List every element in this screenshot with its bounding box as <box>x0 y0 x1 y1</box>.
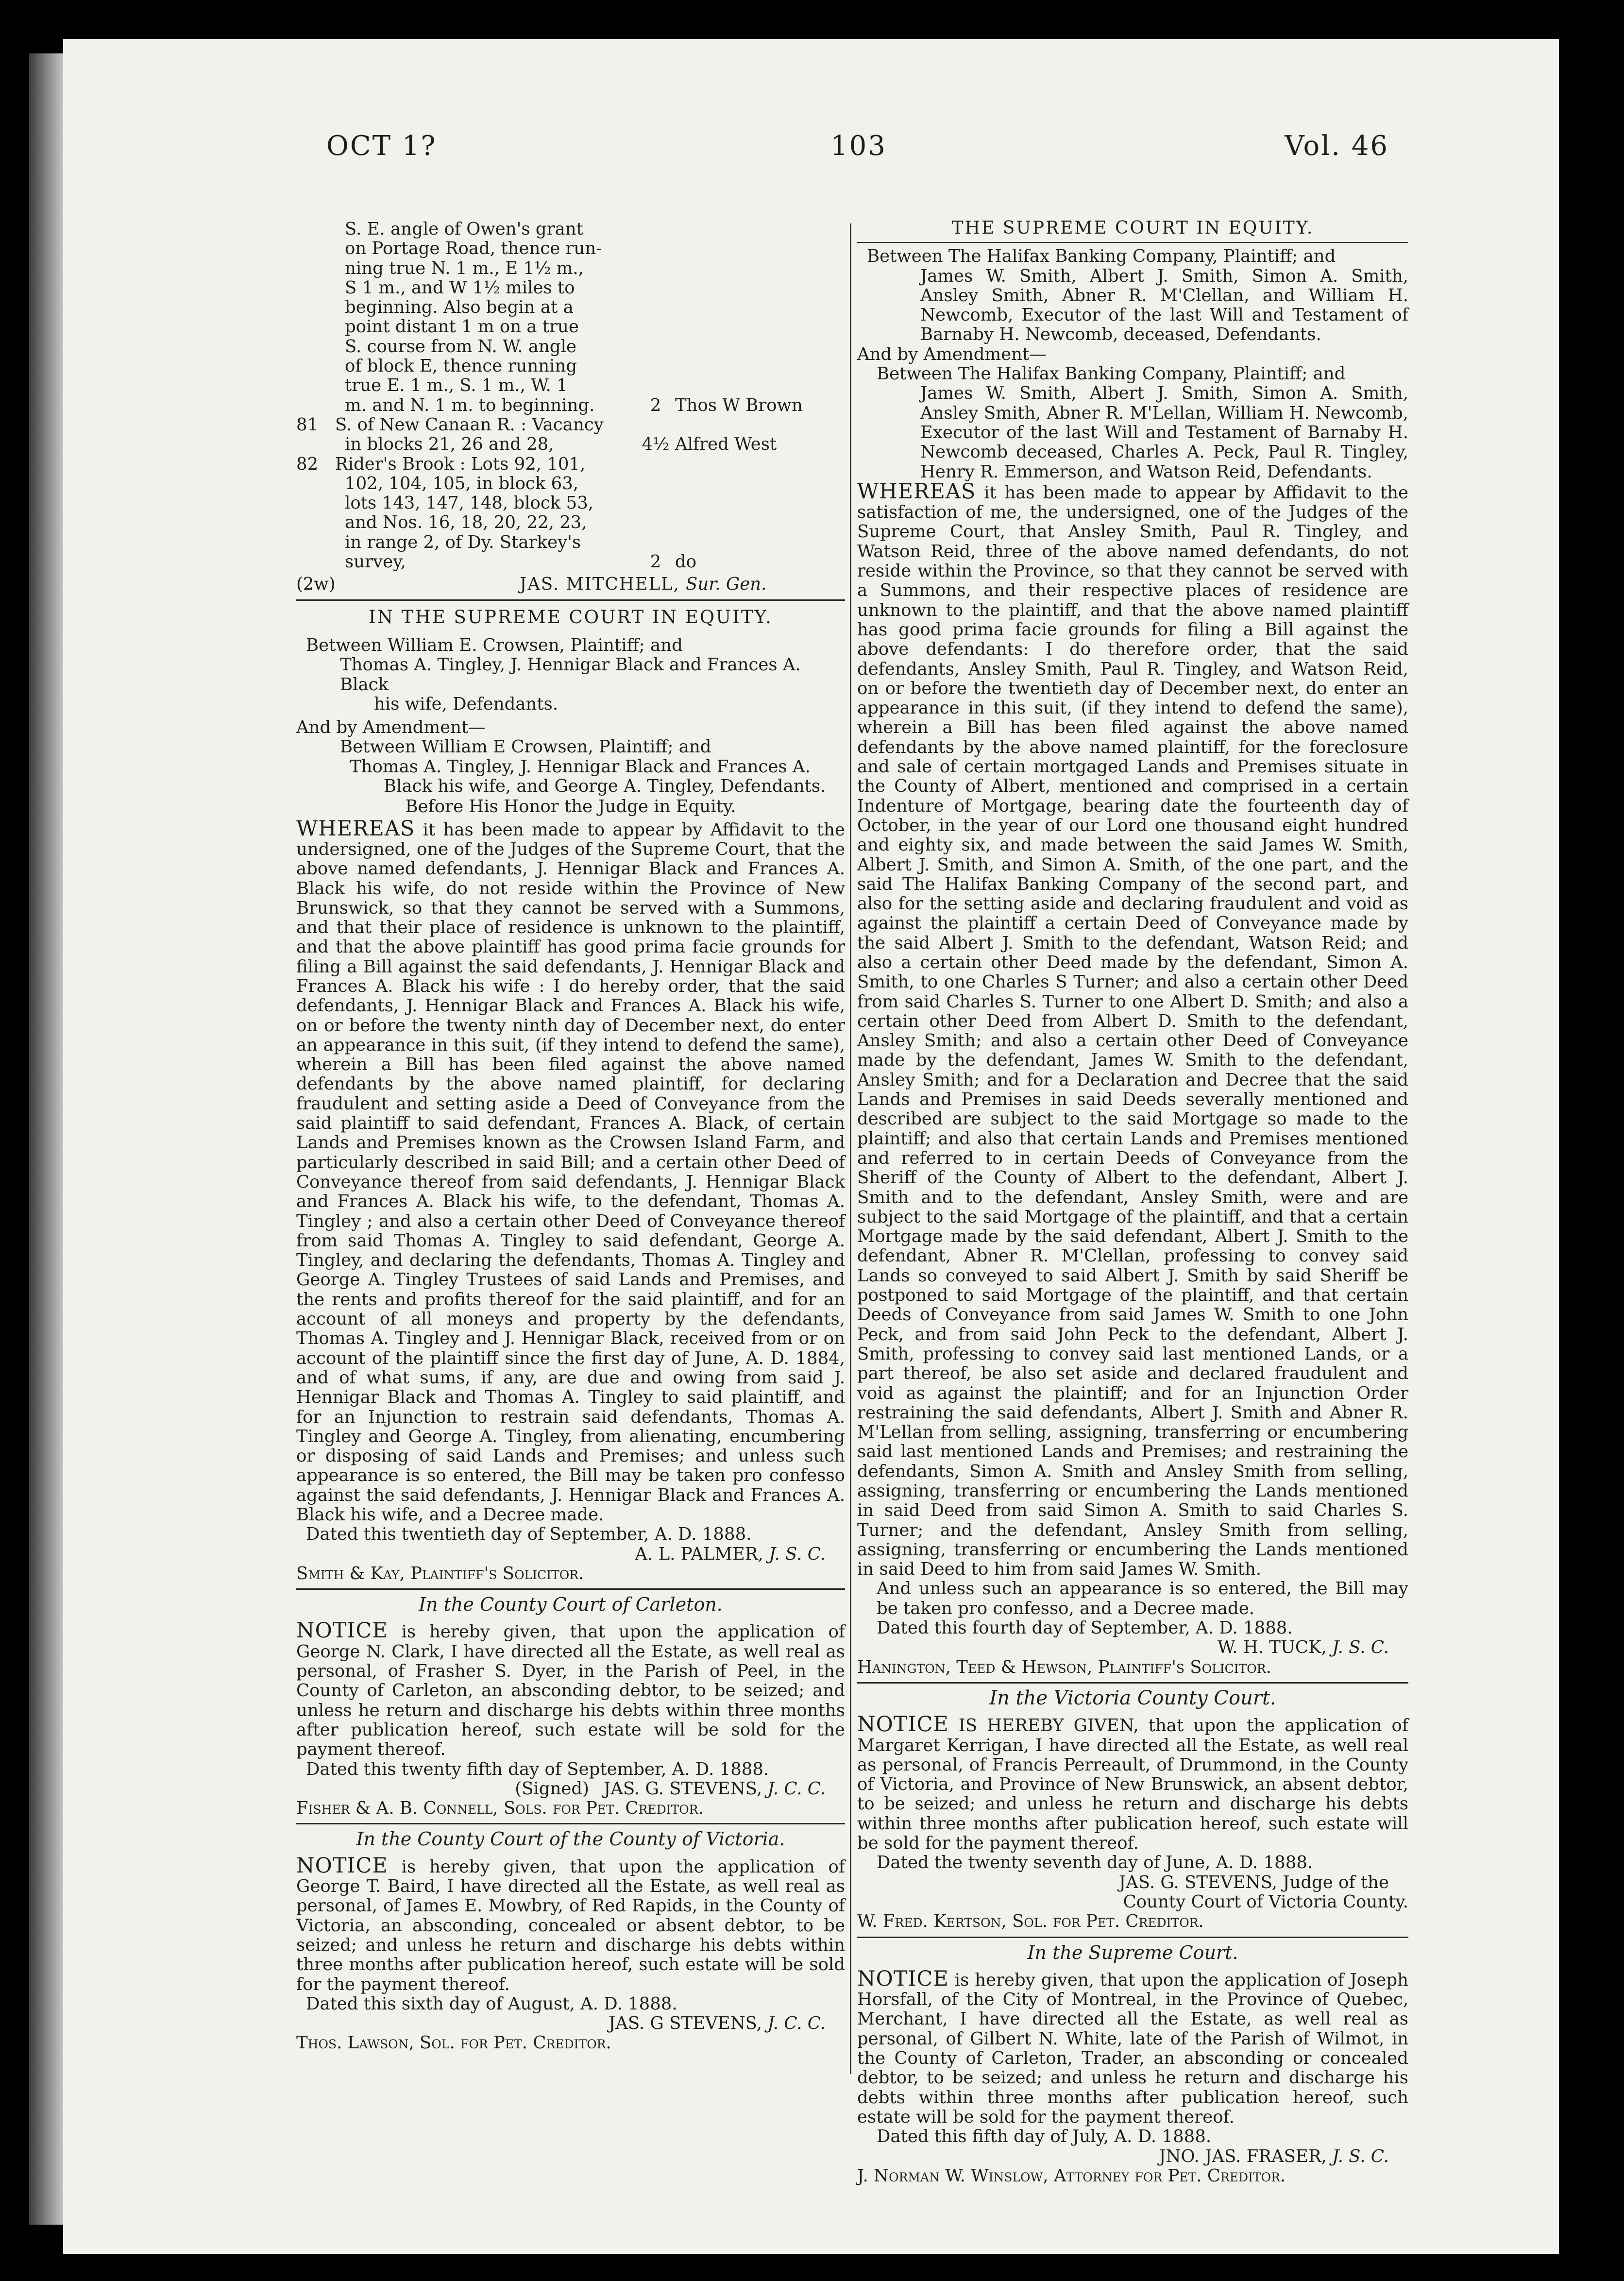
solicitor-line: W. Fred. Kertson, Sol. for Pet. Creditor. <box>857 1911 1204 1932</box>
lead-word: NOTICE <box>296 1618 388 1643</box>
notice-victoria-right <box>857 1688 1408 1932</box>
closing-line: And unless such an appearance is so entered, the Bill may be taken pro confesso, and a Decree made. <box>877 1579 1408 1618</box>
notice-body <box>857 479 1408 1580</box>
notice-body <box>857 1966 1408 2127</box>
solicitor-line: Thos. Lawson, Sol. for Pet. Creditor. <box>296 2033 611 2053</box>
parties-line: Thomas A. Tingley, J. Hennigar Black and Frances A. <box>350 756 811 777</box>
parties-line: Between The Halifax Banking Company, Plaintiff; and <box>877 364 1346 384</box>
notice-carleton <box>296 1595 845 1818</box>
judge-name: A. L. PALMER, <box>635 1544 763 1564</box>
notice-body <box>296 1618 845 1760</box>
right-column <box>857 219 1408 2186</box>
land-grant-table <box>296 220 845 595</box>
lead-word: WHEREAS <box>857 479 976 504</box>
volume-label: Vol. 46 <box>1285 130 1389 162</box>
body-text: it has been made to appear by Affidavit to the satisfaction of me, the undersigned, one of the Judges of the Supreme Court, that Ansley Smith, Paul R. Tingley, and Watson Reid, three of the above named defendants, do not reside within the Province, so that they cannot be served with a Summons, and their respective places of residence are unknown to the plaintiff, and that the above named plaintiff has good prima facie grounds for filing a Bill against the above defendants: I do therefore order, that the said defendants, Ansley Smith, Paul R. Tingley, and Watson Reid, on or before the twentieth day of December next, do enter an appearance in this suit, (if they intend to defend the same), wherein a Bill has been filed against the above named defendants by the above named plaintiff, for the foreclosure and sale of certain mortgaged Lands and Premises situate in the County of Albert, mentioned and comprised in a certain Indenture of Mortgage, bearing date the fourteenth day of October, in the year of our Lord one thousand eight hundred and eighty six, and made between the said James W. Smith, Albert J. Smith, and Simon A. Smith, of the one part, and the said The Halifax Banking Company of the second part, and also for the setting aside and declaring fraudulent and void as against the plaintiff a certain Deed of Conveyance made by the said Albert J. Smith to the defendant, Watson Reid; and also a certain other Deed made by the defendant, Simon A. Smith, to one Charles S Turner; and also a certain other Deed from said Charles S. Turner to one Albert D. Smith; and also a certain other Deed from Albert D. Smith to the defendant, Ansley Smith; and also a certain other Deed of Conveyance made by the defendant, James W. Smith to the defendant, Ansley Smith; and for a Declaration and Decree that the said Lands and Premises in said Deeds severally mentioned and described are subject to the said Mortgage so made to the plaintiff; and also that certain Lands and Premises mentioned and referred to in certain Deeds of Conveyance from the Sheriff of the County of Albert to the defendant, Albert J. Smith and to the defendant, Ansley Smith, were and are subject to the said Mortgage of the plaintiff, and that a certain Mortgage made by the said defendant, Albert J. Smith to the defendant, Abner R. M'Clellan, professing to convey said Lands so conveyed to said Albert J. Smith by said Sheriff be postponed to said Mortgage of the plaintiff, and that certain Deeds of Conveyance from said James W. Smith to one John Peck, and from said John Peck to the defendant, Albert J. Smith, professing to convey said last mentioned Lands, or a part thereof, be also set aside and declared fraudulent and void as against the plaintiff; and for an Injunction Order restraining the said defendants, Albert J. Smith and Abner R. M'Lellan from selling, assigning, transferring or encumbering said last mentioned Lands and Premises; and restraining the defendants, Simon A. Smith and Ansley Smith from selling, assigning, transferring or encumbering the Lands mentioned in said Deed from said Simon A. Smith to said Charles S. Turner; and the defendant, Ansley Smith from selling, assigning, transferring or encumbering the Lands mentioned in said Deed to him from said James W. Smith. <box>857 482 1408 1580</box>
land-line: m. and N. 1 m. to beginning. <box>345 395 595 415</box>
land-row <box>296 552 845 572</box>
land-line: 102, 104, 105, in block 63, <box>345 473 579 494</box>
parties-line: Between The Halifax Banking Company, Plaintiff; and <box>867 246 1336 267</box>
section-rule <box>296 1823 845 1824</box>
judge-signature <box>857 1638 1408 1657</box>
land-line: lots 143, 147, 148, block 53, <box>345 493 594 513</box>
signatory-name: JAS. MITCHELL, <box>520 574 680 595</box>
land-row <box>296 415 845 435</box>
judge-title: J. S. C. <box>1332 1637 1389 1658</box>
solicitor-line: Hanington, Teed & Hewson, Plaintiff's Solicitor. <box>857 1657 1271 1677</box>
section-rule <box>296 1588 845 1590</box>
judge-signature <box>857 2147 1408 2166</box>
body-text: is hereby given, that upon the application of George N. Clark, I have directed all the Estate, as well real as personal, of Frasher S. Dyer, in the Parish of Peel, in the County of Carleton, an absconding debtor, to be seized; and unless he return and discharge his debts within three months after publication hereof, such estate will be sold for the payment thereof. <box>296 1622 845 1760</box>
solicitor-line: Smith & Kay, Plaintiff's Solicitor. <box>296 1563 584 1583</box>
dated-line: Dated this twenty fifth day of September, A. D. 1888. <box>306 1759 769 1779</box>
land-line: in blocks 21, 26 and 28, <box>345 434 554 455</box>
notice-title: In the Supreme Court. <box>1027 1941 1238 1963</box>
notice-title: In the County Court of the County of Victoria. <box>356 1828 785 1850</box>
body-text: is hereby given, that upon the application of Joseph Horsfall, of the City of Montreal, in the Province of Quebec, Merchant, I have directed all the Estate, as well real as personal, of Gilbert N. White, late of the Parish of Wilmot, in the County of Carleton, Trader, an absconding or concealed debtor, to be seized; and unless he return and discharge his debts within three months after publication hereof, such estate will be sold for the payment thereof. <box>857 1970 1408 2127</box>
land-line: in range 2, of Dy. Starkey's <box>345 532 581 552</box>
solicitor-line: J. Norman W. Winslow, Attorney for Pet. Creditor. <box>857 2165 1286 2186</box>
parties-line: James W. Smith, Albert J. Smith, Simon A. Smith, Ansley Smith, Abner R. M'Lellan, William H. Newcomb, Executor of the last Will and Testament of Barnaby H. Newcomb deceased, Charles A. Peck, Paul R. Tingley, Henry R. Emmerson, and Watson Reid, Defendants. <box>920 383 1408 482</box>
judge-signature <box>296 1545 845 1564</box>
land-quantity: 2 <box>650 552 661 572</box>
land-line: survey, <box>345 552 406 572</box>
parties-line: Between William E. Crowsen, Plaintiff; and <box>306 635 683 655</box>
notice-body <box>296 1853 845 1994</box>
parties-line: his wife, Defendants. <box>374 694 558 714</box>
notice-supreme-right <box>857 1943 1408 2186</box>
dated-line: Dated this sixth day of August, A. D. 1888. <box>306 1993 677 2014</box>
land-row <box>296 455 845 474</box>
judge-name: JAS. G. STEVENS, <box>603 1778 762 1799</box>
parties-line: Black his wife, and George A. Tingley, Defendants. <box>384 776 826 797</box>
notice-victoria-left <box>296 1829 845 2053</box>
header-date: OCT 1? <box>326 130 437 162</box>
land-line: S. E. angle of Owen's grant <box>345 219 583 239</box>
judge-title: J. S. C. <box>1332 2146 1389 2166</box>
land-row <box>296 396 845 415</box>
land-line: S. course from N. W. angle <box>345 336 576 357</box>
notice-body <box>857 1712 1408 1854</box>
judge-name: W. H. TUCK, <box>1217 1637 1327 1658</box>
dated-line: Dated this fifth day of July, A. D. 1888. <box>877 2127 1212 2147</box>
land-line: on Portage Road, thence run- <box>345 238 602 259</box>
court-before-line: Before His Honor the Judge in Equity. <box>405 797 736 817</box>
page-number: 103 <box>830 130 887 162</box>
land-line: beginning. Also begin at a <box>345 297 574 318</box>
lead-word: NOTICE <box>296 1853 388 1878</box>
land-cont-desc <box>296 220 845 396</box>
land-signature <box>296 575 845 594</box>
land-quantity: 4½ <box>642 434 670 455</box>
body-text: it has been made to appear by Affidavit to the undersigned, one of the Judges of the Supreme Court, that the above named defendants, J. Hennigar Black and Frances A. Black his wife, do not reside within the Province of New Brunswick, so that they cannot be served with a Summons, and that their place of residence is unknown to the plaintiff, and that the above plaintiff has good prima facie grounds for filing a Bill against the said defendants, J. Hennigar Black and Frances A. Black his wife : I do hereby order, that the said defendants, J. Hennigar Black and Frances A. Black his wife, on or before the twenty ninth day of December next, do enter an appearance in this suit, (if they intend to defend the same), wherein a Bill has been filed against the above named defendants by the above named plaintiff, for declaring fraudulent and setting aside a Deed of Conveyance from the said plaintiff to said defendant, Frances A. Black, of certain Lands and Premises known as the Crowsen Island Farm, and particularly described in said Bill; and a certain other Deed of Conveyance thereof from said defendants, J. Hennigar Black and Frances A. Black his wife, to the defendant, Thomas A. Tingley ; and also a certain other Deed of Conveyance thereof from said Thomas A. Tingley to said defendant, George A. Tingley, and declaring the defendants, Thomas A. Tingley and George A. Tingley Trustees of said Lands and Premises, and the rents and profits thereof for the said plaintiff, and for an account of all moneys and property by the defendants, Thomas A. Tingley and J. Hennigar Black, received from or on account of the plaintiff since the first day of June, A. D. 1884, and of what sums, if any, are due and owing from said J. Hennigar Black and Thomas A. Tingley to said plaintiff, and for an Injunction to restrain said defendants, Thomas A. Tingley and George A. Tingley, from alienating, encumbering or disposing of said Lands and Premises; and unless such appearance is so entered, the Bill may be taken pro confesso against the said defendants, J. Hennigar Black and Frances A. Black his wife, and a Decree made. <box>296 819 845 1525</box>
parties-line: James W. Smith, Albert J. Smith, Simon A. Smith, Ansley Smith, Abner R. M'Clellan, and William H. Newcomb, Executor of the last Will and Testament of Barnaby H. Newcomb, deceased, Defendants. <box>920 266 1408 345</box>
notice-title: In the Victoria County Court. <box>989 1686 1276 1709</box>
judge-name: JNO. JAS. FRASER, <box>1159 2146 1327 2166</box>
land-row <box>296 435 845 454</box>
land-row-number: 81 <box>296 414 319 435</box>
amendment-label: And by Amendment— <box>296 717 486 738</box>
notice-title: In the County Court of Carleton. <box>419 1594 723 1616</box>
land-row-number: 82 <box>296 454 319 474</box>
grantee-name: Alfred West <box>675 434 777 455</box>
signed-label: (Signed) <box>515 1778 589 1799</box>
land-line: and Nos. 16, 18, 20, 22, 23, <box>345 512 587 533</box>
dated-line: Dated this twentieth day of September, A. D. 1888. <box>306 1524 752 1545</box>
lead-phrase: IS HEREBY GIVEN, <box>958 1716 1139 1736</box>
lead-word: WHEREAS <box>296 816 415 841</box>
judge-name: JAS. G STEVENS, <box>609 2013 762 2034</box>
land-line: of block E, thence running <box>345 356 577 376</box>
title-rule <box>857 242 1408 243</box>
body-text: is hereby given, that upon the application of George T. Baird, I have directed all the Estate, as well real as personal, of James E. Mowbry, of Red Rapids, in the County of Victoria, an absconding, concealed or absent debtor, to be seized; and unless he return and discharge his debts within three months after publication hereof, such estate will be sold for the payment thereof. <box>296 1856 845 1994</box>
land-line: S. of New Canaan R. : Vacancy <box>335 414 604 435</box>
section-rule <box>857 1682 1408 1684</box>
section-rule <box>296 599 845 601</box>
land-line: true E. 1 m., S. 1 m., W. 1 <box>345 375 568 396</box>
signatory-title: Sur. Gen. <box>686 574 767 595</box>
notice-title: IN THE SUPREME COURT IN EQUITY. <box>369 606 773 628</box>
judge-title: J. C. C. <box>767 1778 826 1799</box>
parties-line: Between William E Crowsen, Plaintiff; and <box>340 737 711 757</box>
body-text: that upon the application of Margaret Kerrigan, I have directed all the Estate, as well real as personal, of Francis Perreault, of Drummond, in the County of Victoria, and Province of New Brunswick, an absent debtor, to be seized; and unless he return and discharge his debts within three months after publication hereof, such estate will be sold for the payment thereof. <box>857 1716 1408 1854</box>
land-line: Rider's Brook : Lots 92, 101, <box>335 454 586 474</box>
judge-signature <box>296 1779 845 1799</box>
parties-line: Thomas A. Tingley, J. Hennigar Black and Frances A. Black <box>340 655 801 695</box>
judge-title: J. C. C. <box>767 2013 826 2034</box>
dated-line: Dated this fourth day of September, A. D. 1888. <box>877 1618 1293 1638</box>
land-line: S 1 m., and W 1½ miles to <box>345 277 575 298</box>
left-column <box>296 220 845 2053</box>
lead-word: NOTICE <box>857 1966 949 1991</box>
page-header <box>321 121 1389 180</box>
notice-body <box>296 816 845 1525</box>
grantee-name: Thos W Brown <box>675 395 803 415</box>
notice-tag: (2w) <box>296 574 336 595</box>
notice-title: THE SUPREME COURT IN EQUITY. <box>951 218 1314 238</box>
land-line: ning true N. 1 m., E 1½ m., <box>345 258 584 278</box>
dated-line: Dated the twenty seventh day of June, A. D. 1888. <box>877 1853 1313 1873</box>
land-quantity: 2 <box>650 395 661 415</box>
column-divider <box>850 223 851 2074</box>
judge-title: J. S. C. <box>769 1544 826 1564</box>
land-line: point distant 1 m on a true <box>345 317 579 337</box>
solicitor-line: Fisher & A. B. Connell, Sols. for Pet. Creditor. <box>296 1798 704 1819</box>
notice-crowsen <box>296 608 845 1584</box>
lead-word: NOTICE <box>857 1712 949 1737</box>
page-edge-shadow <box>29 53 68 2225</box>
judge-signature <box>296 2014 845 2033</box>
section-rule <box>857 1937 1408 1938</box>
grantee-name: do <box>675 552 697 572</box>
judge-name: JAS. G. STEVENS, Judge of the <box>1118 1872 1389 1892</box>
amendment-label: And by Amendment— <box>857 344 1047 364</box>
judge-court: County Court of Victoria County. <box>1123 1891 1408 1912</box>
notice-halifax <box>857 219 1408 1677</box>
